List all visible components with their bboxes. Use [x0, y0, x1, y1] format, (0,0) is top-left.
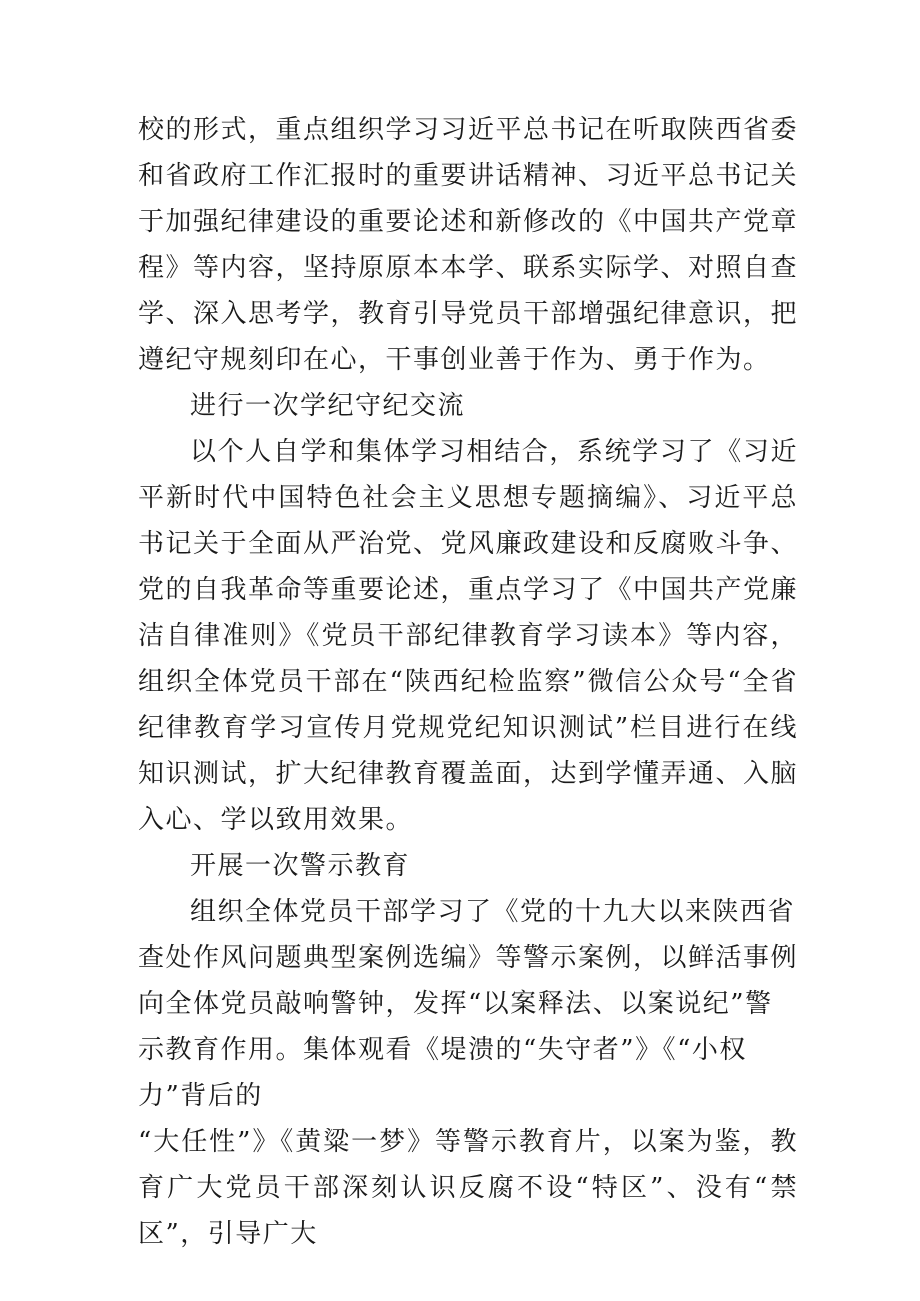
document-body [138, 107, 798, 1257]
section-heading-warning-education: 开展一次警示教育 [190, 851, 411, 881]
paragraph-exchange-body: 以个人自学和集体学习相结合，系统学习了《习近平新时代中国特色社会主义思想专题摘编》、习近平总书记关于全面从严治党、党风廉政建设和反腐败斗争、党的自我革命等重要论述，重点学习了《中国共产党廉洁自律准则》《党员干部纪律教育学习读本》等内容，组织全体党员干部在“陕西纪检监察”微信公众号“全省纪律教育学习宣传月党规党纪知识测试”栏目进行在线知识测试，扩大纪律教育覆盖面，达到学懂弄通、入脑入心、学以致用效果。 [138, 437, 799, 835]
paragraph-continuation-top: 校的形式，重点组织学习习近平总书记在听取陕西省委和省政府工作汇报时的重要讲话精神、习近平总书记关于加强纪律建设的重要论述和新修改的《中国共产党章程》等内容，坚持原原本本学、联系实际学、对照自查学、深入思考学，教育引导党员干部增强纪律意识，把遵纪守规刻印在心，干事创业善于作为、勇于作为。 [138, 115, 799, 375]
paragraph-warning-body: 组织全体党员干部学习了《党的十九大以来陕西省查处作风问题典型案例选编》等警示案例，以鲜活事例向全体党员敲响警钟，发挥“以案释法、以案说纪”警示教育作用。集体观看《堤溃的“失守者”》《“小权力”背后的 [138, 897, 799, 1111]
section-heading-exchange: 进行一次学纪守纪交流 [190, 391, 466, 421]
paragraph-continuation-bottom: “大任性”》《黄粱一梦》等警示教育片，以案为鉴，教育广大党员干部深刻认识反腐不设“特区”、没有“禁区”，引导广大 [138, 1127, 798, 1249]
